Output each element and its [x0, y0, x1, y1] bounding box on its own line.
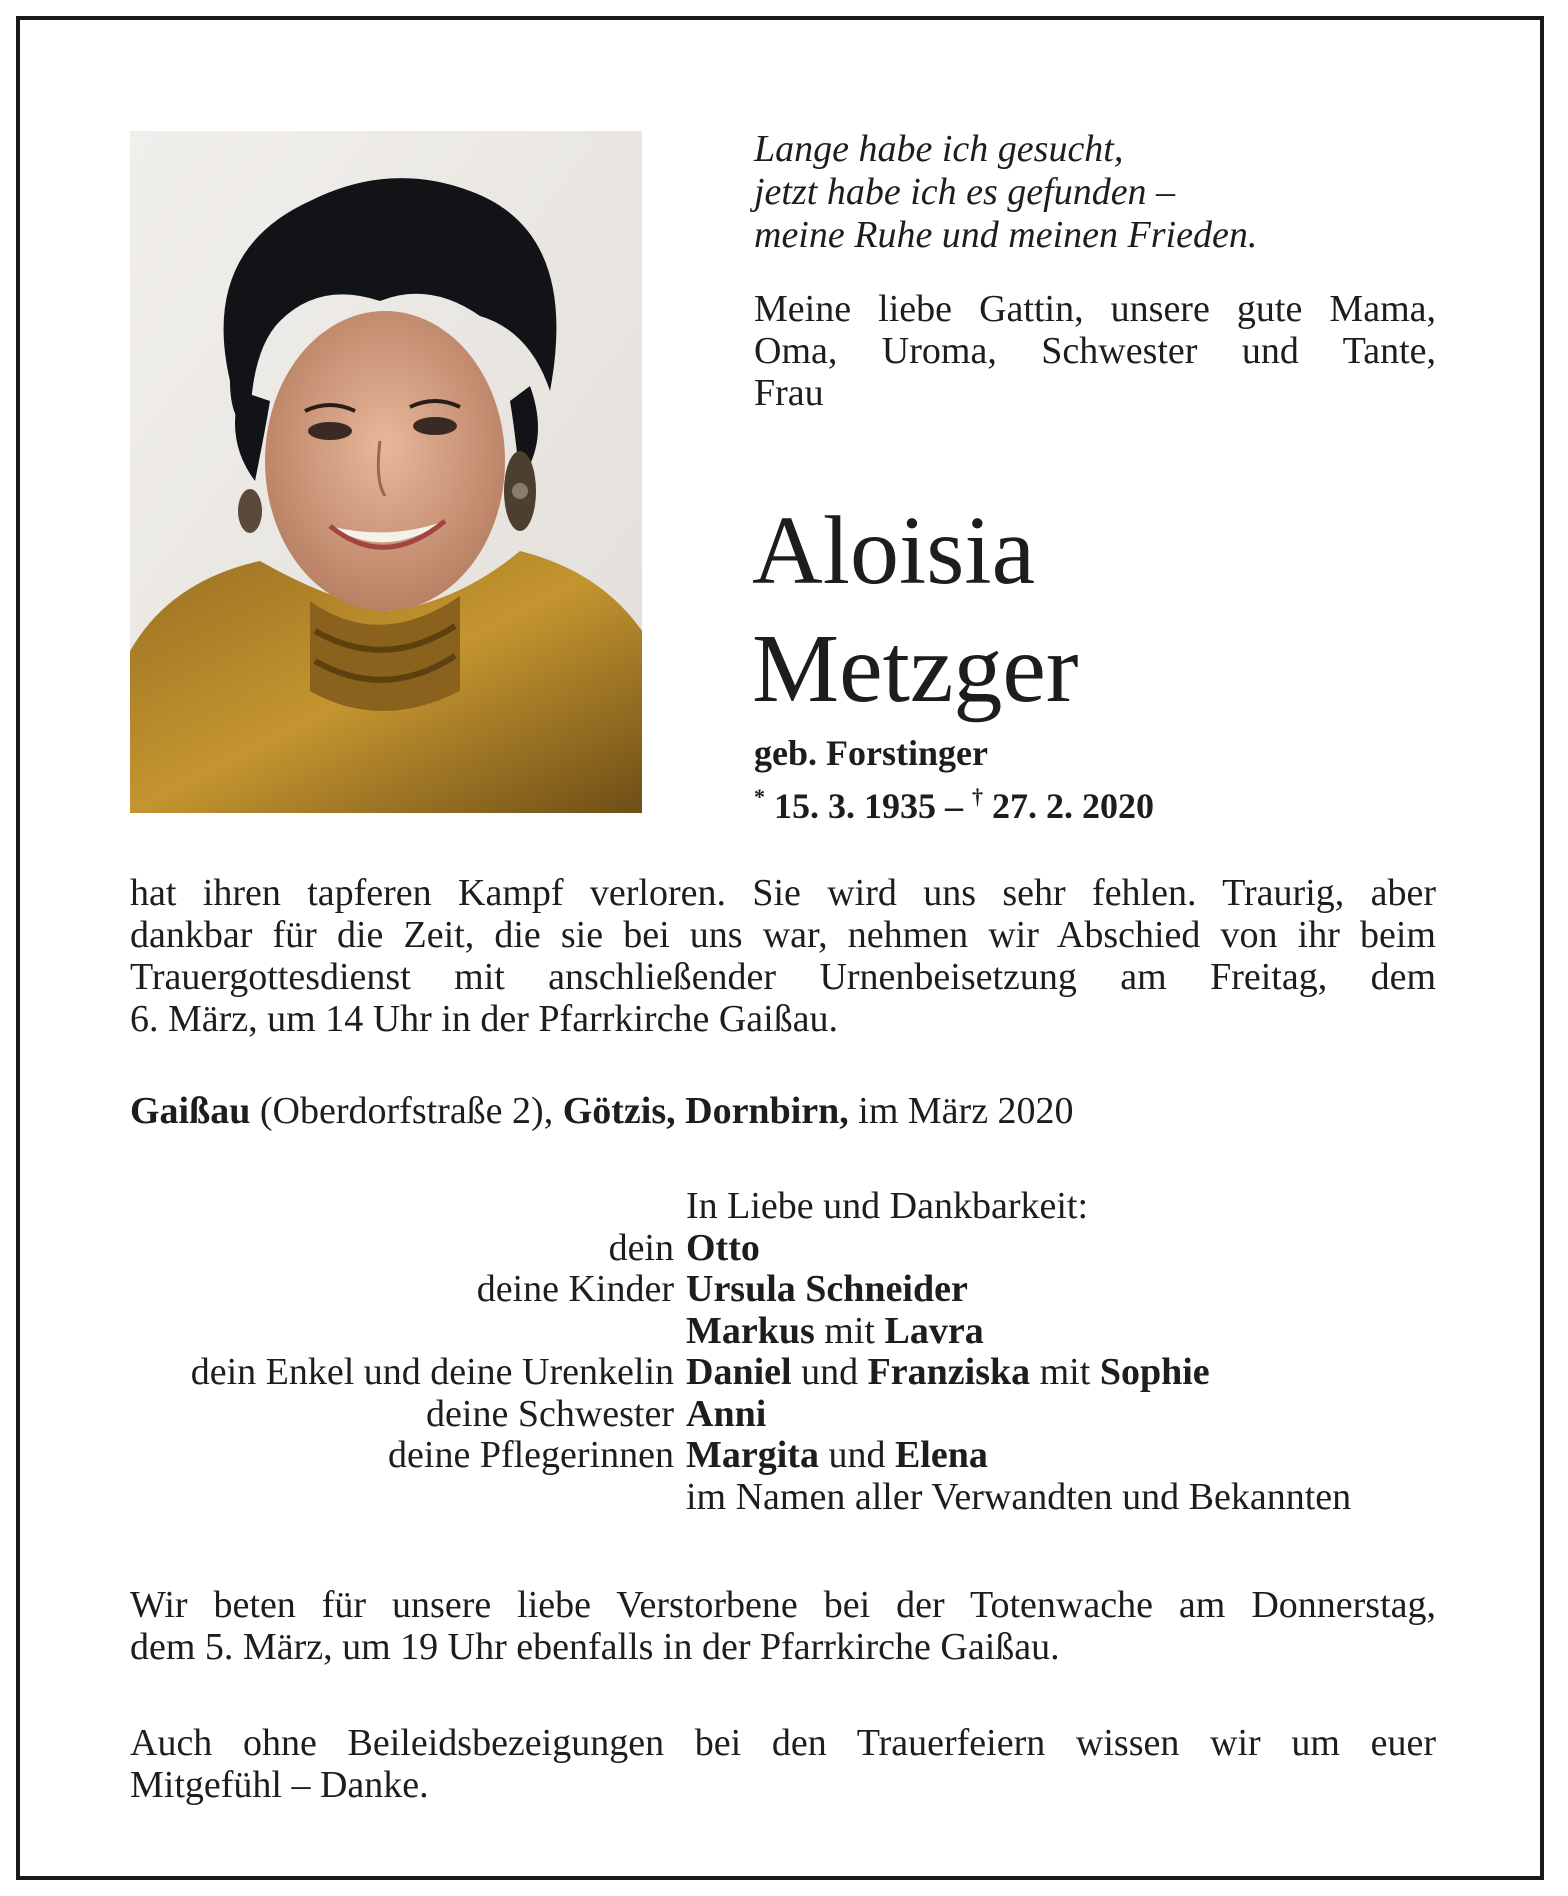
mourner-name: Sophie	[1099, 1351, 1210, 1393]
paragraph-line: Mitgefühl – Danke.	[130, 1764, 429, 1806]
place-goetzis-dornbirn: Götzis, Dornbirn,	[562, 1090, 849, 1132]
paragraph-line: hat ihren tapferen Kampf verloren. Sie wird uns sehr fehlen. Traurig, aber	[130, 872, 1436, 914]
mourners-heading-row	[130, 1186, 1436, 1228]
life-dates	[754, 776, 1154, 827]
mourner-names	[686, 1228, 1436, 1270]
mourner-relation: deine Kinder	[476, 1268, 674, 1310]
mourner-connector: mit	[814, 1309, 885, 1352]
paragraph-line: Wir beten für unsere liebe Verstorbene bei der Totenwache am Donnerstag,	[130, 1584, 1436, 1626]
motto-line: jetzt habe ich es gefunden –	[754, 171, 1176, 213]
mourner-name: Elena	[894, 1434, 988, 1476]
mourner-relation: deine Pflegerinnen	[388, 1434, 674, 1476]
mourner-connector: im Namen aller Verwandten und Bekannten	[686, 1475, 1352, 1518]
portrait-photo	[130, 131, 642, 813]
mourner-connector: mit	[1030, 1351, 1100, 1393]
portrait-image	[130, 131, 642, 813]
mourner-relation: dein	[608, 1226, 674, 1269]
motto-line: Lange habe ich gesucht,	[754, 128, 1124, 170]
location-line	[130, 1090, 1074, 1132]
paragraph-line: dem 5. März, um 19 Uhr ebenfalls in der Pfarrkirche Gaißau.	[130, 1626, 1060, 1668]
mourners-list	[130, 1186, 1436, 1518]
motto-verse	[754, 128, 1257, 257]
mourner-names	[686, 1394, 1436, 1436]
intro-line: Frau	[754, 372, 824, 414]
death-date: 27. 2. 2020	[992, 786, 1154, 826]
intro-line: Meine liebe Gattin, unsere gute Mama,	[754, 288, 1436, 330]
motto-line: meine Ruhe und meinen Frieden.	[754, 214, 1258, 256]
mourner-relation	[130, 1477, 686, 1519]
mourner-name: Otto	[686, 1226, 760, 1269]
birth-name: geb. Forstinger	[754, 733, 988, 773]
mourner-row	[130, 1394, 1436, 1436]
mourner-name: Margita	[686, 1434, 819, 1476]
mourner-connector: und	[791, 1351, 868, 1393]
mourners-heading: In Liebe und Dankbarkeit:	[686, 1185, 1089, 1227]
place-gaissau: Gaißau	[130, 1090, 251, 1132]
mourner-row	[130, 1477, 1436, 1519]
announcement-paragraph	[130, 872, 1436, 1040]
mourner-name: Markus	[686, 1309, 815, 1352]
birth-symbol: *	[754, 784, 765, 809]
birth-date: 15. 3. 1935	[774, 786, 936, 826]
deceased-name	[752, 492, 1079, 728]
mourner-name: Lavra	[884, 1309, 984, 1352]
mourner-row	[130, 1269, 1436, 1311]
paragraph-line: dankbar für die Zeit, die sie bei uns war, nehmen wir Abschied von ihr beim	[130, 914, 1436, 956]
first-name: Aloisia	[752, 497, 1036, 605]
last-name: Metzger	[752, 615, 1079, 723]
mourner-row	[130, 1311, 1436, 1353]
mourner-name: Franziska	[867, 1351, 1031, 1393]
mourner-connector: und	[818, 1434, 895, 1476]
mourner-row	[130, 1352, 1436, 1394]
mourner-name: Daniel	[686, 1351, 792, 1393]
mourner-row	[130, 1435, 1436, 1477]
mourner-names	[686, 1352, 1436, 1394]
mourner-names	[686, 1311, 1436, 1353]
paragraph-line: Trauergottesdienst mit anschließender Urnenbeisetzung am Freitag, dem	[130, 956, 1436, 998]
mourner-name: Anni	[686, 1392, 767, 1435]
closing-paragraph	[130, 1722, 1436, 1806]
address: (Oberdorfstraße 2),	[250, 1090, 563, 1132]
intro-text	[754, 288, 1436, 414]
date-dash: –	[945, 786, 963, 826]
mourner-name: Ursula Schneider	[686, 1268, 968, 1310]
mourner-relation: deine Schwester	[426, 1392, 674, 1435]
mourner-row	[130, 1228, 1436, 1270]
mourner-names	[686, 1477, 1436, 1519]
death-symbol: †	[972, 784, 983, 809]
mourner-relation: dein Enkel und deine Urenkelin	[190, 1351, 674, 1393]
intro-line: Oma, Uroma, Schwester und Tante,	[754, 330, 1436, 372]
mourner-names	[686, 1269, 1436, 1311]
paragraph-line: 6. März, um 14 Uhr in der Pfarrkirche Gaißau.	[130, 998, 839, 1040]
paragraph-line: Auch ohne Beileidsbezeigungen bei den Trauerfeiern wissen wir um euer	[130, 1722, 1436, 1764]
mourner-names	[686, 1435, 1436, 1477]
location-date: im März 2020	[848, 1090, 1074, 1132]
mourner-relation	[130, 1311, 686, 1353]
wake-paragraph	[130, 1584, 1436, 1668]
